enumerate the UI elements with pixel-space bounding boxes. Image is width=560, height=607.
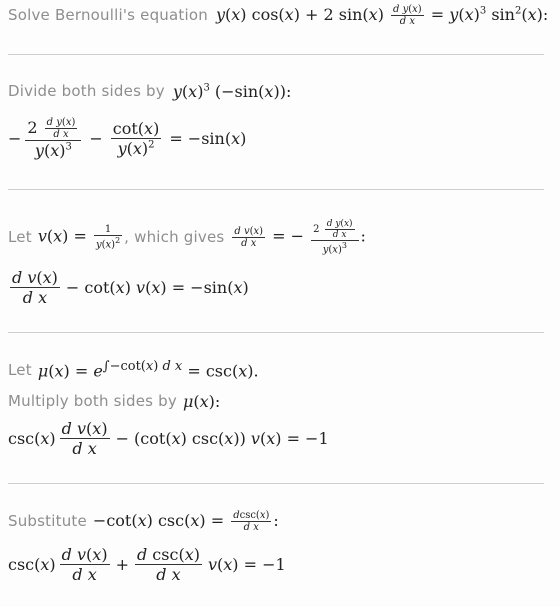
step3-prose-let: Let <box>8 228 32 246</box>
step4-prose-let: Let <box>8 361 32 379</box>
step2-heading <box>8 78 291 104</box>
step2-result: − 2 $\frac{\text{d y(x)}}{\text{d x}}$ $y(x)^3$ − $\frac{\cot(x)}{y(x)^2}$ = −sin(x) <box>8 116 247 160</box>
step4-prose-multiply: Multiply both sides by <box>8 392 177 410</box>
step4-heading-2: Multiply both sides by μ(x): <box>8 391 221 411</box>
step4-heading-1: Let $\mu(x) = e^{\int-cot(x) d x} = \csc(x)$. <box>8 359 259 381</box>
divider-4 <box>8 483 544 484</box>
step1-heading <box>8 2 548 28</box>
divider-2 <box>8 189 544 190</box>
step5-prose: Substitute <box>8 512 87 530</box>
divider-1 <box>8 54 544 55</box>
step3-prose-gives: , which gives <box>124 228 225 246</box>
divider-3 <box>8 332 544 333</box>
step3-heading: Let v(x) = $\frac{1}{y(x)^2}$ , which gives $\frac{\text{d v(x)}}{\text{d x}}$ = − 2 $\frac{\text{d y(x)}}{\text{d x}}$ $y(x)^3$ : <box>8 218 366 256</box>
step5-heading: Substitute −cot(x) csc(x) = $\frac{dcsc(x)}{\text{d x}}$ : <box>8 509 279 533</box>
step1-equation: y(x) cos(x) + 2 sin(x) $\frac{\text{d y(x)}}{\text{d x}}$ = $y(x)^3$ $\sin^2(x)$: <box>215 3 549 27</box>
step1-prose: Solve Bernoulli's equation <box>8 6 208 24</box>
step2-divisor: $y(x)^3$ (−sin(x)): <box>172 81 292 101</box>
step2-prose: Divide both sides by <box>8 82 165 100</box>
step3-result: $\frac{\text{d v(x)}}{\text{d x}}$ − cot(x) v(x) = −sin(x) <box>12 267 249 307</box>
step5-result: csc(x) $\frac{\text{d v(x)}}{\text{d x}}$ + $\frac{\text{d csc(x)}}{\text{d x}}$ v(x) = −1 <box>8 544 286 584</box>
step4-result: csc(x) $\frac{\text{d v(x)}}{\text{d x}}$ − (cot(x) csc(x)) v(x) = −1 <box>8 418 329 458</box>
